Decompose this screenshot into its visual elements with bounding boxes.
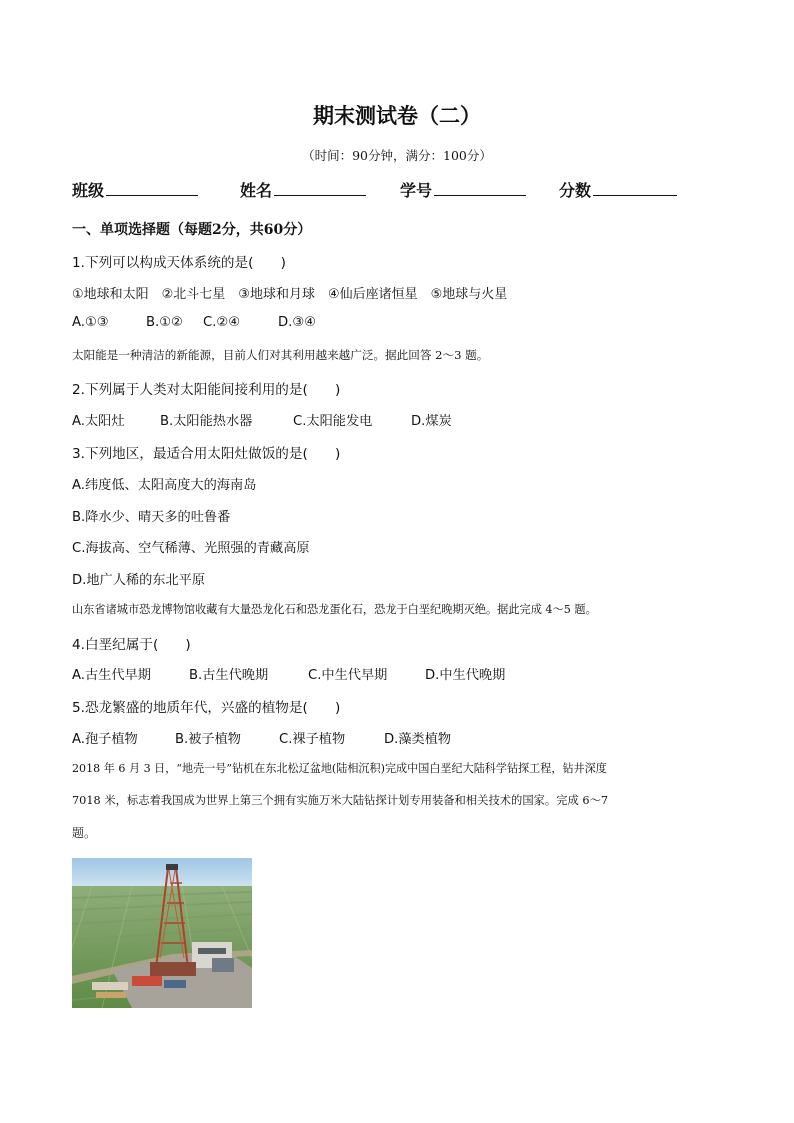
- id-field: [400, 178, 526, 201]
- q2-option-d: D.煤炭: [411, 414, 452, 429]
- class-label: 班级: [72, 181, 105, 200]
- q1-option-d: D.③④: [278, 315, 316, 330]
- score-blank: [593, 194, 677, 196]
- question-1-stem: 1.下列可以构成天体系统的是( ): [72, 255, 286, 271]
- q1-option-b: B.①②: [146, 315, 183, 330]
- id-blank: [434, 194, 526, 196]
- q3-option-d: D.地广人稀的东北平原: [72, 573, 206, 588]
- class-blank: [106, 194, 198, 196]
- q5-option-b: B.被子植物: [175, 732, 241, 747]
- q2-option-c: C.太阳能发电: [293, 414, 373, 429]
- name-label: 姓名: [240, 181, 273, 200]
- q2-option-b: B.太阳能热水器: [160, 414, 253, 429]
- score-field: [559, 178, 677, 201]
- name-field: [240, 178, 366, 201]
- intro-6-7-line-3: 题。: [72, 826, 97, 840]
- exam-info: （时间：90分钟，满分：100分）: [302, 148, 492, 163]
- q3-option-a: A.纬度低、太阳高度大的海南岛: [72, 478, 257, 493]
- q5-option-d: D.藻类植物: [384, 732, 452, 747]
- q3-option-b: B.降水少、晴天多的吐鲁番: [72, 510, 231, 525]
- q4-option-c: C.中生代早期: [308, 668, 388, 683]
- q2-option-a: A.太阳灶: [72, 414, 125, 429]
- q5-option-c: C.裸子植物: [279, 732, 346, 747]
- drilling-rig-photo: [72, 858, 252, 1008]
- intro-2-3: 太阳能是一种清洁的新能源，目前人们对其利用越来越广泛。据此回答 2～3 题。: [72, 348, 489, 362]
- q4-option-d: D.中生代晚期: [425, 668, 506, 683]
- question-4-stem: 4.白垩纪属于( ): [72, 637, 191, 653]
- question-1-items: ①地球和太阳 ②北斗七星 ③地球和月球 ④仙后座诸恒星 ⑤地球与火星: [72, 287, 508, 302]
- intro-6-7-line-2: 7018 米，标志着我国成为世界上第三个拥有实施万米大陆钻探计划专用装备和相关技术的国家。完成 6～7: [72, 794, 609, 807]
- question-2-stem: 2.下列属于人类对太阳能间接利用的是( ): [72, 382, 341, 398]
- name-blank: [274, 194, 366, 196]
- page-title: 期末测试卷（二）: [313, 104, 481, 128]
- q5-option-a: A.孢子植物: [72, 732, 138, 747]
- q1-option-a: A.①③: [72, 315, 109, 330]
- q1-option-c: C.②④: [203, 315, 241, 330]
- class-field: [72, 178, 198, 201]
- question-5-stem: 5.恐龙繁盛的地质年代，兴盛的植物是( ): [72, 700, 341, 716]
- id-label: 学号: [400, 181, 433, 200]
- intro-6-7-line-1: 2018 年 6 月 3 日，“地壳一号”钻机在东北松辽盆地(陆相沉积)完成中国白垩纪大陆科学钻探工程，钻井深度: [72, 762, 607, 775]
- q3-option-c: C.海拔高、空气稀薄、光照强的青藏高原: [72, 541, 310, 556]
- score-label: 分数: [559, 181, 592, 200]
- intro-4-5: 山东省诸城市恐龙博物馆收藏有大量恐龙化石和恐龙蛋化石，恐龙于白垩纪晚期灭绝。据此完成 4～5 题。: [72, 603, 597, 616]
- q4-option-a: A.古生代早期: [72, 668, 151, 683]
- question-3-stem: 3.下列地区，最适合用太阳灶做饭的是( ): [72, 446, 341, 462]
- q4-option-b: B.古生代晚期: [189, 668, 269, 683]
- section-heading: 一、单项选择题（每题2分，共60分）: [72, 222, 312, 238]
